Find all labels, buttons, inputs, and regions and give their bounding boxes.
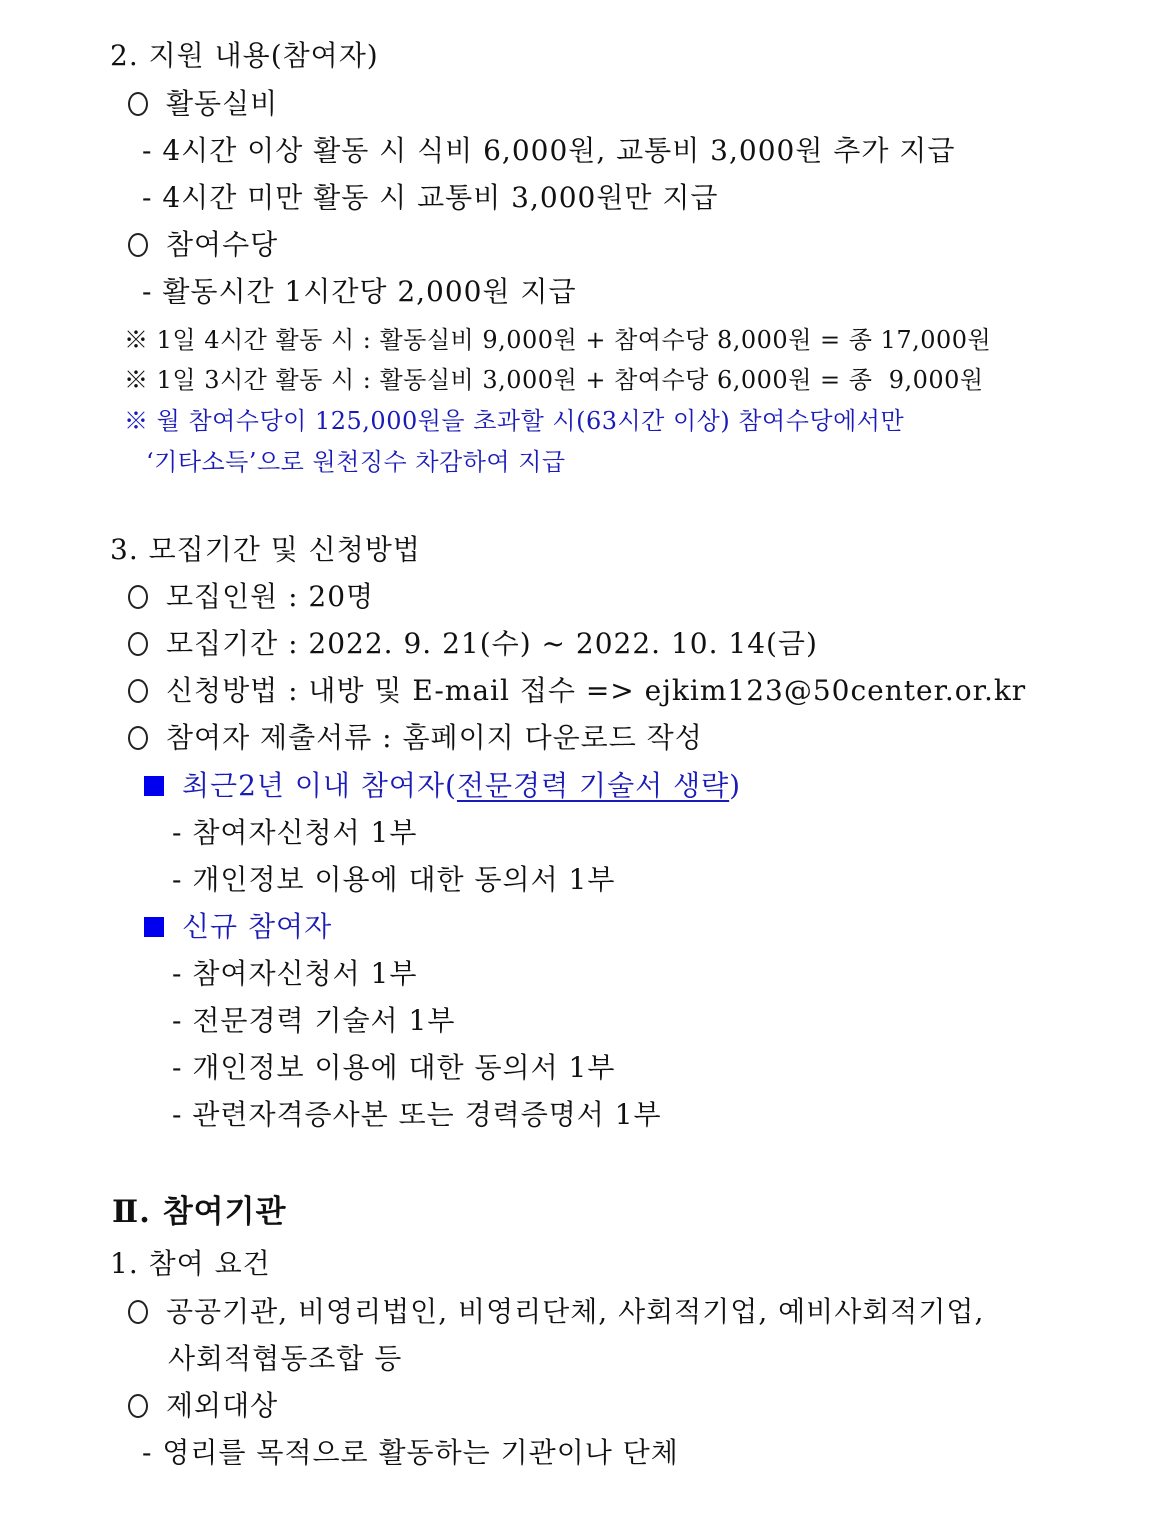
circle-bullet-icon xyxy=(128,92,148,116)
circle-bullet-icon xyxy=(128,632,148,656)
eligible-item: 공공기관, 비영리법인, 비영리단체, 사회적기업, 예비사회적기업, xyxy=(128,1294,984,1330)
circle-bullet-icon xyxy=(128,585,148,609)
new-doc-item: - 전문경력 기술서 1부 xyxy=(172,1004,456,1037)
new-doc-item: - 참여자신청서 1부 xyxy=(172,957,418,990)
part2-sub1-title: 1. 참여 요건 xyxy=(110,1247,271,1280)
section3-title: 3. 모집기간 및 신청방법 xyxy=(110,533,421,566)
activity-cost-heading: 활동실비 xyxy=(128,86,278,122)
circle-bullet-icon xyxy=(128,1300,148,1324)
circle-bullet-icon xyxy=(128,1394,148,1418)
new-doc-item: - 개인정보 이용에 대한 동의서 1부 xyxy=(172,1051,616,1084)
allowance-item: - 활동시간 1시간당 2,000원 지급 xyxy=(142,275,577,308)
excluded-item: - 영리를 목적으로 활동하는 기관이나 단체 xyxy=(142,1436,679,1469)
recruit-item: 모집인원 : 20명 xyxy=(128,579,374,615)
activity-cost-item: - 4시간 미만 활동 시 교통비 3,000원만 지급 xyxy=(142,181,719,214)
returning-doc-item: - 개인정보 이용에 대한 동의서 1부 xyxy=(172,863,616,896)
new-doc-item: - 관련자격증사본 또는 경력증명서 1부 xyxy=(172,1098,662,1131)
circle-bullet-icon xyxy=(128,233,148,257)
recruit-item: 모집기간 : 2022. 9. 21(수) ~ 2022. 10. 14(금) xyxy=(128,626,818,662)
returning-doc-item: - 참여자신청서 1부 xyxy=(172,816,418,849)
new-participant-heading: 신규 참여자 xyxy=(144,909,332,945)
tax-note: ※ 월 참여수당이 125,000원을 초과할 시(63시간 이상) 참여수당에서만 xyxy=(124,407,905,435)
eligible-item-continued: 사회적협동조합 등 xyxy=(168,1342,403,1375)
example-note: ※ 1일 4시간 활동 시 : 활동실비 9,000원 + 참여수당 8,000원 = 종 17,000원 xyxy=(124,326,992,354)
recruit-item: 신청방법 : 내방 및 E-mail 접수 => ejkim123@50center.or.kr xyxy=(128,673,1026,709)
recruit-item: 참여자 제출서류 : 홈페이지 다운로드 작성 xyxy=(128,720,703,756)
circle-bullet-icon xyxy=(128,726,148,750)
tax-note-continued: ‘기타소득’으로 원천징수 차감하여 지급 xyxy=(146,448,566,476)
example-note: ※ 1일 3시간 활동 시 : 활동실비 3,000원 + 참여수당 6,000원 = 종 9,000원 xyxy=(124,366,984,394)
square-bullet-icon xyxy=(144,776,164,796)
circle-bullet-icon xyxy=(128,679,148,703)
square-bullet-icon xyxy=(144,917,164,937)
part2-title: Ⅱ. 참여기관 xyxy=(112,1194,287,1230)
activity-cost-item: - 4시간 이상 활동 시 식비 6,000원, 교통비 3,000원 추가 지급 xyxy=(142,134,956,167)
excluded-heading: 제외대상 xyxy=(128,1388,278,1424)
section2-title: 2. 지원 내용(참여자) xyxy=(110,39,379,72)
allowance-heading: 참여수당 xyxy=(128,227,278,263)
returning-participant-heading: 최근2년 이내 참여자(전문경력 기술서 생략) xyxy=(144,768,741,804)
